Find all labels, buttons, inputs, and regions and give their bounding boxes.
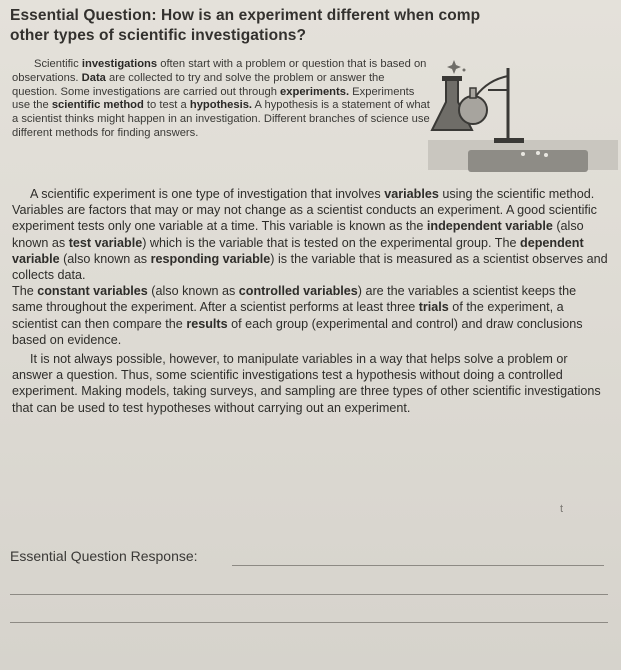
body-text: using the scientific method. Variables are factors that may or may not change as a scientist conducts an experiment. A good scientific experiment tests only one variable at a time. This variable is known as the (12, 187, 597, 234)
term-hypothesis: hypothesis. (189, 99, 253, 112)
term-results: results (186, 316, 228, 331)
term-investigations: investigations (81, 58, 158, 70)
response-label: Essential Question Response: (10, 548, 198, 564)
term-responding-variable: responding variable (150, 251, 271, 266)
response-line-3[interactable] (10, 622, 608, 623)
title-line-1: Essential Question: How is an experiment different when comp (10, 7, 481, 24)
stray-pencil-mark: t (560, 503, 564, 515)
body-text: of each group (experimental and control) and draw conclusions based on evidence. (12, 316, 583, 347)
intro-paragraph (12, 58, 430, 141)
term-constant-variables: constant variables (37, 284, 148, 299)
intro-text: Scientific (34, 58, 82, 70)
response-line-1[interactable] (232, 565, 604, 566)
term-independent-variable: independent variable (426, 219, 553, 234)
term-dependent-variable: dependent variable (12, 235, 584, 266)
body-text: (also known as (59, 251, 151, 266)
paragraph-other-investigations: It is not always possible, however, to manipulate variables in a way that helps solve a problem or answer a question. Thus, some scientific investigations test a hypothesis without doing a controlled experiment. Making models, taking surveys, and sampling are three types of other scientific investigations that can be used to test hypotheses without carrying out an experiment. (12, 352, 601, 415)
body-text: ) which is the variable that is tested on the experimental group. The (142, 235, 521, 250)
body-text: (also known as (147, 284, 239, 299)
term-trials: trials (418, 300, 449, 315)
response-line-2[interactable] (10, 594, 608, 595)
body-text: of the experiment, a scientist can then compare the (12, 300, 564, 331)
term-data: Data (81, 71, 106, 84)
title-line-2: other types of scientific investigations? (10, 27, 307, 44)
term-test-variable: test variable (68, 235, 143, 250)
body-text: ) is the variable that is measured as a scientist observes and collects data. (12, 251, 608, 283)
intro-text: often start with a problem or question that is based on observations. (12, 58, 427, 84)
paragraph-constants (12, 283, 610, 348)
term-controlled-variables: controlled variables (238, 284, 358, 299)
lab-glassware-icon (428, 50, 618, 190)
intro-text: Experiments use the (12, 85, 415, 112)
intro-text: are collected to try and solve the problem or answer the question. Some investigations are carried out through (12, 71, 385, 98)
body-text: The (12, 284, 38, 299)
essential-question-title (10, 6, 610, 46)
term-experiments: experiments. (280, 85, 350, 98)
intro-text: A hypothesis is a statement of what a scientist thinks might happen in an investigation. Different branches of science use different methods for finding answers. (12, 99, 430, 139)
body-text: ) are the variables a scientist keeps the same throughout the experiment. After a scientist performs at least three (12, 284, 577, 315)
paragraph-variables (12, 186, 610, 283)
body-text: (also known as (12, 219, 584, 250)
main-body (12, 186, 610, 416)
intro-text: to test a (143, 99, 190, 112)
term-variables: variables (384, 187, 439, 201)
body-text: A scientific experiment is one type of investigation that involves (30, 187, 385, 201)
term-scientific-method: scientific method (51, 99, 144, 112)
